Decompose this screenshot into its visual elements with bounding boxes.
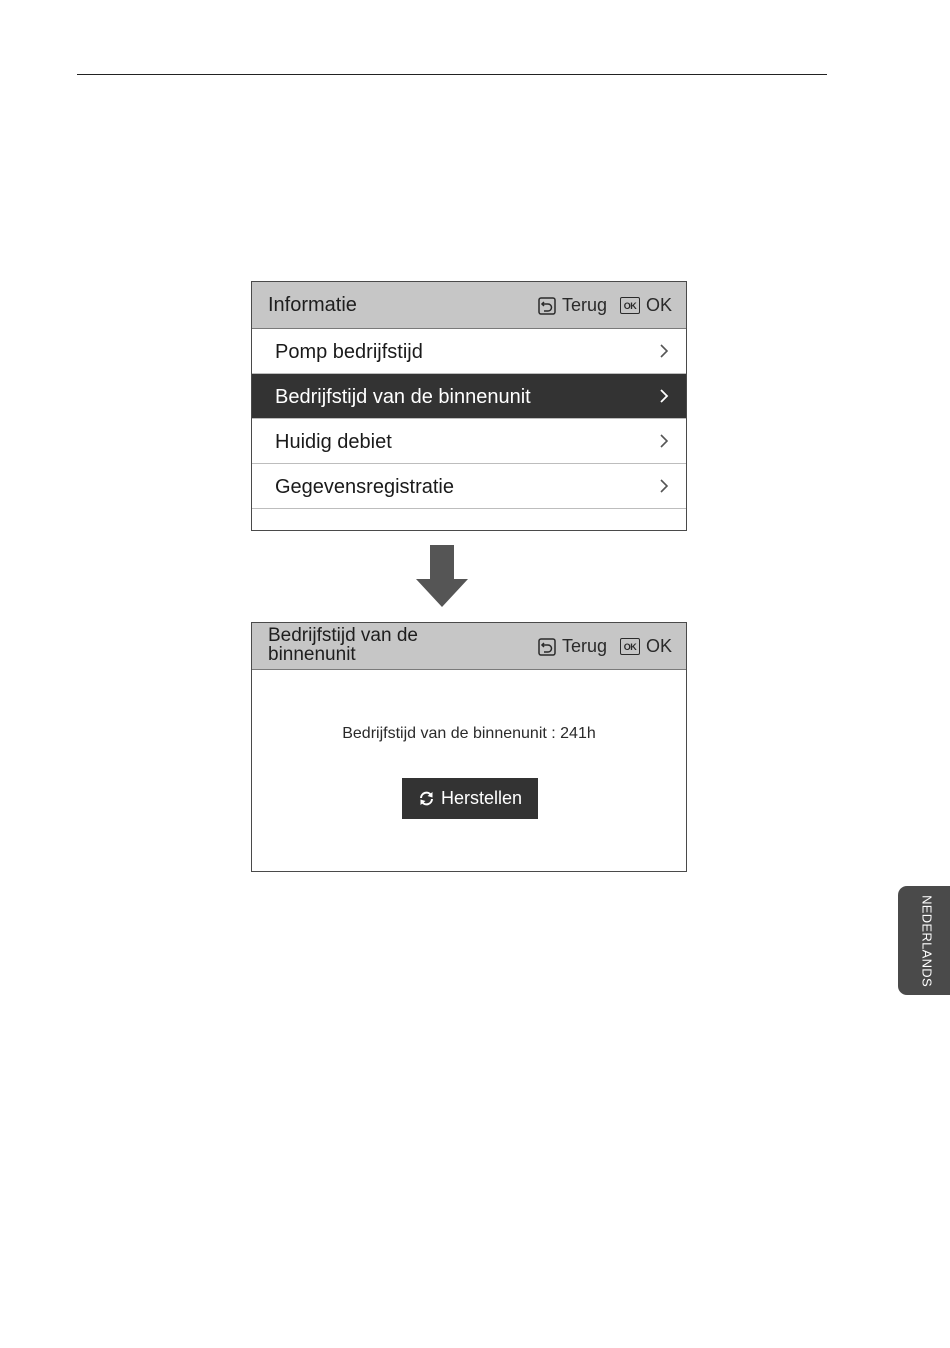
menu-item-label: Gegevensregistratie [275, 476, 454, 498]
menu-item-data-logging[interactable] [252, 464, 686, 509]
runtime-detail-screen [251, 622, 687, 872]
back-label[interactable]: Terug [561, 295, 607, 315]
ok-icon[interactable]: OK [620, 638, 640, 655]
language-tab [898, 886, 950, 995]
runtime-value-text: Bedrijfstijd van de binnenunit : 241h [342, 725, 596, 742]
menu-item-pump-runtime[interactable] [252, 329, 686, 374]
menu-item-current-flow[interactable] [252, 419, 686, 464]
menu-item-label: Bedrijfstijd van de binnenunit [275, 386, 531, 408]
back-label[interactable]: Terug [561, 636, 607, 656]
chevron-right-icon [658, 432, 670, 450]
chevron-right-icon [658, 387, 670, 405]
screen-title: Informatie [268, 294, 357, 316]
back-icon[interactable] [538, 297, 556, 315]
reset-button[interactable] [402, 778, 538, 819]
screen-title: Bedrijfstijd van de binnenunit [268, 625, 418, 665]
title-bar [252, 282, 686, 329]
menu-item-label: Pomp bedrijfstijd [275, 341, 423, 363]
down-arrow-icon [416, 545, 468, 607]
menu-item-indoor-unit-runtime[interactable] [252, 374, 686, 419]
back-icon[interactable] [538, 638, 556, 656]
language-tab-label: NEDERLANDS [919, 895, 935, 987]
menu-item-label: Huidig debiet [275, 431, 392, 453]
title-bar [252, 623, 686, 670]
chevron-right-icon [658, 477, 670, 495]
header-actions [538, 636, 672, 657]
top-rule [77, 74, 827, 75]
header-actions [538, 295, 672, 316]
ok-label[interactable]: OK [645, 636, 672, 656]
ok-label[interactable]: OK [645, 295, 672, 315]
refresh-icon [418, 790, 435, 807]
chevron-right-icon [658, 342, 670, 360]
ok-icon[interactable]: OK [620, 297, 640, 314]
reset-button-label: Herstellen [440, 788, 523, 808]
information-screen [251, 281, 687, 531]
